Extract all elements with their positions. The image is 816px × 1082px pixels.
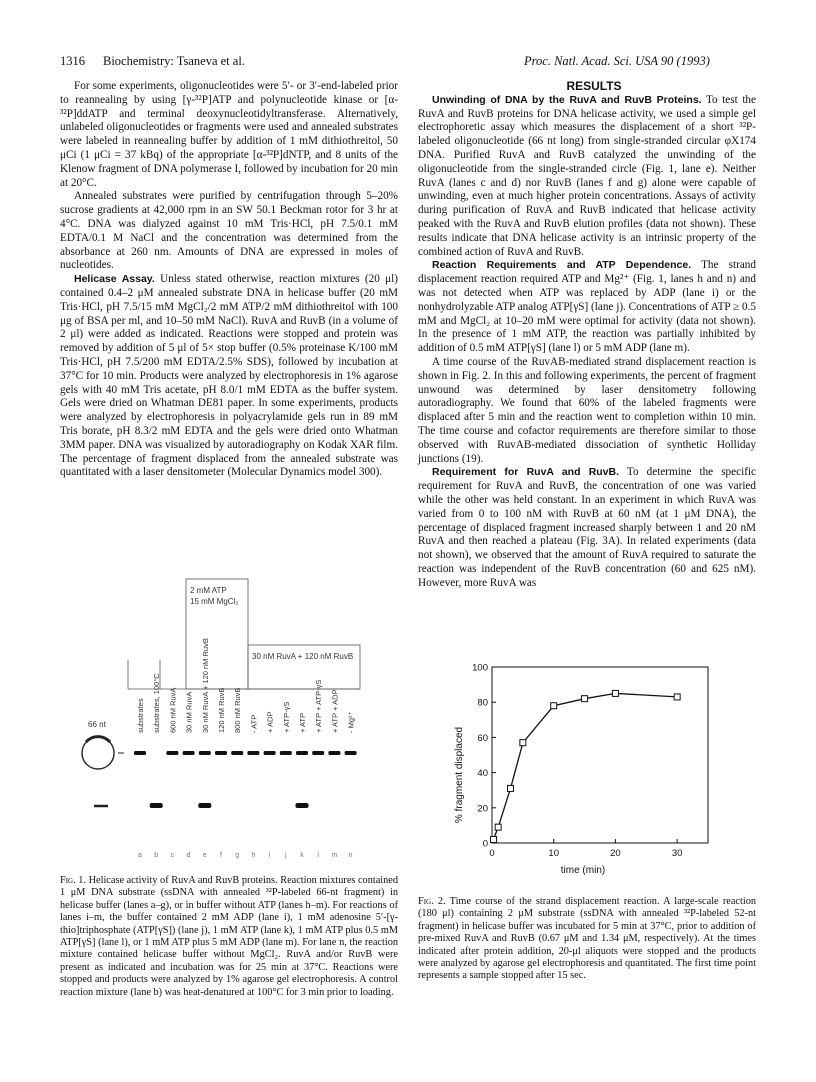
substrate-band	[231, 751, 243, 755]
lane-label: 30 nM RuvA + 120 nM RuvB	[200, 638, 210, 733]
results-heading: RESULTS	[566, 79, 622, 93]
unwinding-text: To test the RuvA and RuvB proteins for DNA helicase activity, we used a simple gel electrophoretic assay which measures the displacement of a short ³²P-labeled oligonucleotide (66 nt long) from single-stranded circular φX174 DNA. Purified RuvA and RuvB catalyzed the unwinding of the oligonucleotide from the single-stranded circle (Fig. 1, lane e). Neither RuvA (lanes c and d) nor RuvB (lanes f and g) alone were capable of unwinding, even at much higher protein concentrations. Assays of activity during purification of RuvA and RuvB indicated that helicase activity peaked with the RuvA and RuvB elution profiles (data not shown). These results indicate that DNA helicase activity is an intrinsic property of the combined action of RuvA and RuvB.	[418, 93, 756, 258]
lane-letter: l	[317, 852, 319, 859]
series-line	[494, 693, 678, 839]
substrate-band	[328, 751, 340, 755]
y-tick-label: 100	[472, 662, 488, 674]
paragraph-unwinding	[418, 94, 756, 260]
lane-letter: b	[154, 852, 159, 859]
figure-2-caption	[418, 896, 756, 983]
page-number: 1316	[60, 54, 85, 68]
figure-1-caption	[60, 875, 398, 999]
fragment-band	[198, 803, 211, 808]
fragment-band	[296, 803, 309, 808]
right-column	[418, 80, 756, 590]
data-point	[491, 836, 497, 842]
lane-label: + ATP-γS	[281, 701, 291, 733]
lane-label: 600 nM RuvA	[168, 687, 178, 733]
lane-label: + ATP + ATP-γS	[314, 679, 324, 733]
x-tick-label: 20	[610, 848, 621, 859]
substrate-band	[166, 751, 178, 755]
figure-2-label: Fig. 2.	[418, 896, 446, 907]
annealed-fragment-arc	[86, 737, 110, 742]
helicase-assay-text: Unless stated otherwise, reaction mixtures (20 μl) contained 0.4–2 μM annealed substrate DNA in helicase buffer (20 mM Tris·HCl, pH 7.5/15 mM MgCl₂/2 mM ATP/2 mM dithiothreitol with 100 μg of BSA per ml, and 10–50 mM NaCl). RuvA and RuvB (in a volume of 2 μl) were added as indicated. Reactions were stopped and protein was removed by addition of 5 μl of 5× stop buffer (0.5% proteinase K/100 mM Tris·HCl, pH 7.5/200 mM EDTA/2.5% SDS), followed by incubation at 37°C for 10 min. Products were analyzed by electrophoresis in 1% agarose gels with 40 mM Tris acetate, pH 8.0/1 mM EDTA as the buffer system. Gels were dried on Whatman DE81 paper. In some experiments, products were analyzed by electrophoresis in polyacrylamide gels run in 89 mM Tris borate, pH 8.3/2 mM EDTA and the gels were dried onto Whatman 3MM paper. DNA was visualized by autoradiography on Kodak XAR film. The percentage of fragment displaced from the annealed substrate was quantitated with a laser densitometer (Molecular Dynamics model 300).	[60, 273, 398, 479]
lane-letter: d	[186, 852, 191, 859]
lane-label: substrates	[136, 698, 145, 733]
substrate-band	[247, 751, 259, 755]
lane-letter: h	[251, 852, 256, 859]
ruva-ruvb-text: To determine the specific requirement for RuvA and RuvB, the concentration of one was varied while the other was held constant. In an experiment in which RuvA was varied from 0 to 100 nM with RuvB at 60 nM (at 1 μM DNA), the percentage of displaced fragment increased sharply between 1 and 20 nM RuvA and then reached a plateau (Fig. 3A). In related experiments (data not shown), we observed that the amount of RuvA required to saturate the reaction was independent of the RuvB concentration (60 and 625 nM). However, more RuvA was	[418, 466, 756, 589]
lane-label: + ATP + ADP	[330, 689, 340, 733]
left-column	[60, 80, 398, 480]
plot-frame	[492, 667, 708, 843]
paragraph-labeling: For some experiments, oligonucleotides were 5′- or 3′-end-labeled prior to reannealing by using [γ-³²P]ATP and polynucleotide kinase or [α-³²P]ddATP and terminal deoxynucleotidyltransferase. Alternatively, unlabeled oligonucleotides or fragments were used and annealed substrates were labeled in reannealing buffer by addition of 1 mM dithiothreitol, 50 μCi (1 μCi = 37 kBq) of the appropriate [α-³²P]dNTP, and 8 units of the Klenow fragment of DNA polymerase I, followed by incubation for 20 min at 20°C.	[60, 80, 398, 189]
lane-label: + ADP	[265, 711, 275, 733]
paragraph-ruva-ruvb	[418, 466, 756, 590]
data-point	[551, 703, 557, 709]
lane-letter: f	[220, 852, 222, 859]
lane-label: - Mg²⁺	[346, 711, 356, 733]
paragraph-requirements	[418, 259, 756, 356]
substrate-band	[199, 751, 211, 755]
data-point	[612, 690, 618, 696]
heading-requirements: Reaction Requirements and ATP Dependence.	[432, 259, 692, 272]
substrate-band	[312, 751, 324, 755]
y-tick-label: 20	[477, 803, 488, 815]
box-label-atp: 2 mM ATP	[190, 586, 227, 595]
data-point	[508, 785, 514, 791]
running-head-right: Proc. Natl. Acad. Sci. USA 90 (1993)	[524, 54, 710, 68]
substrate-band	[264, 751, 276, 755]
heading-ruva-ruvb: Requirement for RuvA and RuvB.	[432, 466, 620, 479]
x-tick-label: 10	[548, 848, 560, 859]
heading-unwinding: Unwinding of DNA by the RuvA and RuvB Proteins.	[432, 93, 702, 106]
substrate-band	[345, 751, 357, 755]
lane-label: + ATP	[298, 712, 307, 733]
lane-letter: k	[300, 852, 304, 859]
lane-label: - ATP	[249, 714, 259, 733]
substrate-band	[280, 751, 292, 755]
figure-1-gel	[80, 565, 392, 865]
lane-letter: c	[170, 852, 175, 859]
lane-letter: g	[235, 852, 240, 859]
lane-label: 120 nM RuvB	[217, 687, 226, 733]
y-tick-label: 60	[477, 732, 488, 744]
substrate-band	[215, 751, 227, 755]
requirements-text: The strand displacement reaction required ATP and Mg²⁺ (Fig. 1, lanes h and n) and was not detected when ATP was replaced by ADP (lane i) or the nonhydrolyzable ATP analog ATP[γS] (lane j). Concentrations of ATP ≥ 0.5 mM and MgCl₂ at 10–20 mM were optimal for activity (data not shown). In the presence of 1 mM ATP, the reaction was partially inhibited by addition of 0.5 mM ATP[γS] (lane l) or 5 mM ADP (lane m).	[418, 259, 756, 355]
substrate-band	[183, 751, 195, 755]
paragraph-time-course: A time course of the RuvAB-mediated strand displacement reaction is shown in Fig. 2. In this and following experiments, the percent of fragment unwound was determined by laser densitometry following autoradiography. We found that 60% of the labeled fragments were displaced after 5 min and the reaction went to completion within 10 min. The time course and cofactor requirements are therefore similar to those observed with RuvAB-mediated dissociation of synthetic Holliday junctions (19).	[418, 355, 756, 465]
figure-1-caption-text: Helicase activity of RuvA and RuvB proteins. Reaction mixtures contained 1 μM DNA substrate (ssDNA with annealed ³²P-labeled 66-nt fragment) in helicase buffer (lanes a–g), or in buffer without ATP (lanes h–m). For reactions of lanes i–m, the buffer contained 2 mM ADP (lane i), 1 mM adenosine 5′-[γ-thio]triphosphate (ATP[γS]) (lane j), 1 mM ATP (lane k), 1 mM ATP plus 0.5 mM ATP[γS] (lane l), or 1 mM ATP plus 5 mM ADP (lane m). For lane n, the reaction mixture contained helicase buffer without MgCl₂. RuvA and/or RuvB were present as indicated and incubation was for 25 min at 37°C. Reactions were stopped and products were analyzed by 1% agarose gel electrophoresis. A control reaction mixture (lane b) was heat-denatured at 100°C for 3 min prior to loading.	[60, 875, 399, 998]
data-point	[674, 694, 680, 700]
lane-letter: m	[331, 852, 338, 859]
box-label-mgcl2: 15 mM MgCl₂	[190, 597, 239, 606]
y-tick-label: 80	[477, 697, 488, 709]
lane-label: substrates, 100°C	[152, 673, 162, 733]
figure-2-chart	[440, 655, 740, 885]
y-tick-label: 0	[482, 838, 488, 850]
lane-letter: j	[285, 852, 287, 859]
figure-2-caption-text: Time course of the strand displacement reaction. A large-scale reaction (180 μl) containing 2 μM substrate (ssDNA with annealed ³²P-labeled 52-nt fragment) in helicase buffer was incubated for 5 min at 37°C, prior to addition of pre-mixed RuvA and RuvB (0.67 μM and 1.34 μM, respectively). At the times indicated after protein addition, 20-μl aliquots were stopped and the products were analyzed by agarose gel electrophoresis and quantitated. The first time point represents a sample stopped after 15 sec.	[418, 896, 756, 982]
lane-label: 800 nM RuvB	[233, 687, 243, 733]
data-point	[495, 824, 501, 830]
box-label-ruvab: 30 nM RuvA + 120 nM RuvB	[252, 652, 354, 661]
substrate-band	[296, 751, 308, 755]
paragraph-helicase-assay	[60, 273, 398, 480]
lane-letter: e	[202, 852, 207, 859]
lane-letter: a	[138, 852, 142, 859]
fragment-band	[150, 803, 163, 808]
substrate-band	[134, 751, 146, 755]
lane-label: 30 nM RuvA	[184, 691, 194, 733]
x-axis-label: time (min)	[560, 865, 606, 876]
y-tick-label: 40	[477, 768, 488, 780]
data-point	[582, 696, 588, 702]
paragraph-purification: Annealed substrates were purified by centrifugation through 5–20% sucrose gradients at 42,000 rpm in an SW 50.1 Beckman rotor for 3 hr at 4°C. DNA was dialyzed against 10 mM Tris·HCl, pH 7.5/0.1 mM EDTA/0.1 M NaCl and the concentration was determined from the absorbance at 260 nm. Amounts of DNA are expressed in moles of nucleotides.	[60, 190, 398, 272]
x-tick-label: 0	[489, 848, 495, 859]
heading-helicase-assay: Helicase Assay.	[74, 273, 155, 286]
figure-1-label: Fig. 1.	[60, 875, 86, 886]
data-point	[520, 740, 526, 746]
running-head-left: Biochemistry: Tsaneva et al.	[103, 54, 245, 68]
marker-label: 66 nt	[88, 720, 106, 729]
y-axis-label: % fragment displaced	[454, 726, 465, 824]
x-tick-label: 30	[671, 848, 683, 859]
lane-letter: i	[268, 852, 271, 859]
lane-letter: n	[348, 852, 353, 859]
